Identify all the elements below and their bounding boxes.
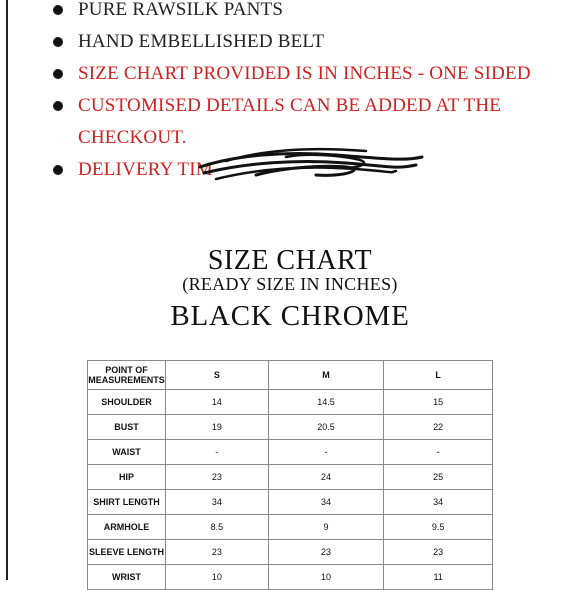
table-row (88, 465, 493, 490)
row-label: WRIST (88, 565, 166, 590)
size-chart-title: SIZE CHART (207, 245, 373, 276)
bullet-icon (53, 101, 63, 111)
redaction-scribble (196, 145, 426, 185)
table-cell: 23 (384, 540, 493, 565)
table-cell: - (165, 440, 268, 465)
table-row (88, 565, 493, 590)
table-cell: 19 (165, 415, 268, 440)
table-cell: 34 (384, 490, 493, 515)
table-cell: 34 (268, 490, 384, 515)
table-cell: 9.5 (384, 515, 493, 540)
table-cell: 20.5 (268, 415, 384, 440)
table-header-row (88, 361, 493, 390)
header-cell: S (165, 361, 268, 390)
row-label: HIP (88, 465, 166, 490)
bullet-icon (53, 5, 63, 15)
product-name: BLACK CHROME (170, 300, 410, 332)
table-row (88, 515, 493, 540)
table-cell: 14 (165, 390, 268, 415)
table-cell: 8.5 (165, 515, 268, 540)
bullet-icon (53, 69, 63, 79)
table-cell: 14.5 (268, 390, 384, 415)
table-cell: 9 (268, 515, 384, 540)
table-cell: - (268, 440, 384, 465)
table-cell: 10 (165, 565, 268, 590)
table-row (88, 415, 493, 440)
list-item (50, 58, 570, 90)
table-row (88, 490, 493, 515)
table-cell: 25 (384, 465, 493, 490)
list-item (50, 0, 570, 26)
bullet-icon (53, 165, 63, 175)
table-row (88, 390, 493, 415)
row-label: SHOULDER (88, 390, 166, 415)
header-cell: M (268, 361, 384, 390)
bullet-text: SIZE CHART PROVIDED IS IN INCHES - ONE SIDED (78, 63, 531, 84)
row-label: SHIRT LENGTH (88, 490, 166, 515)
table-cell: 10 (268, 565, 384, 590)
size-chart-subtitle: (READY SIZE IN INCHES) (182, 274, 398, 294)
row-label: SLEEVE LENGTH (88, 540, 166, 565)
bullet-text: CUSTOMISED DETAILS CAN BE ADDED AT THE CHECKOUT. (78, 95, 502, 148)
table-cell: - (384, 440, 493, 465)
row-label: BUST (88, 415, 166, 440)
table-cell: 34 (165, 490, 268, 515)
bullet-text: HAND EMBELLISHED BELT (78, 31, 325, 52)
table-cell: 11 (384, 565, 493, 590)
header-cell: POINT OF MEASUREMENTS (88, 361, 166, 390)
list-item (50, 26, 570, 58)
table-cell: 22 (384, 415, 493, 440)
row-label: ARMHOLE (88, 515, 166, 540)
table-row (88, 440, 493, 465)
bullet-text: PURE RAWSILK PANTS (78, 0, 284, 20)
table-cell: 23 (165, 540, 268, 565)
header-cell: L (384, 361, 493, 390)
row-label: WAIST (88, 440, 166, 465)
bullet-icon (53, 37, 63, 47)
table-row (88, 540, 493, 565)
bullet-text: DELIVERY TIM (78, 159, 213, 180)
table-cell: 15 (384, 390, 493, 415)
table-cell: 24 (268, 465, 384, 490)
table-cell: 23 (165, 465, 268, 490)
table-cell: 23 (268, 540, 384, 565)
size-table (87, 360, 493, 590)
